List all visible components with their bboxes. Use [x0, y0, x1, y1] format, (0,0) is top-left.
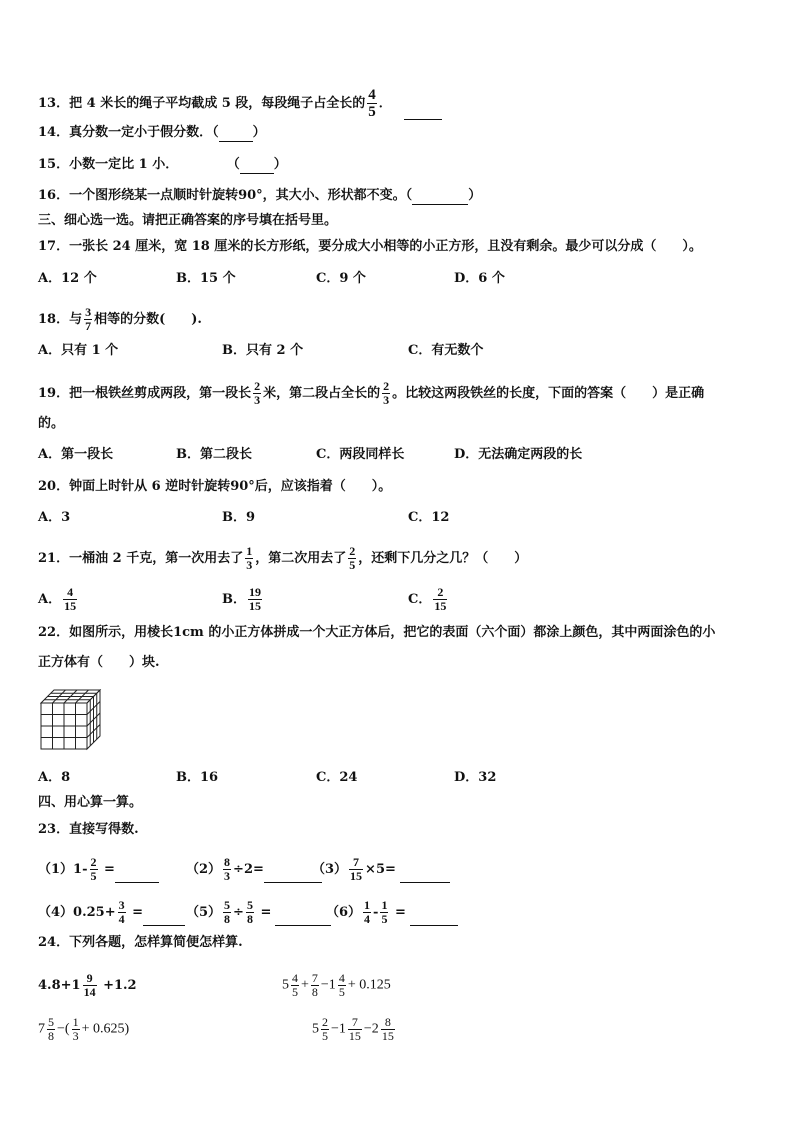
q24-e4-fraction-2 [348, 1016, 362, 1043]
fraction-den: 5 [338, 985, 345, 999]
q24-e3-fraction-1 [47, 1016, 55, 1043]
q22-option-a[interactable]: A．8 [38, 770, 71, 785]
q24-e2-fraction-3 [338, 972, 346, 999]
q17-option-c[interactable]: C．9 个 [316, 271, 366, 286]
fraction-num: 1 [364, 898, 371, 912]
q24-e1-fraction [83, 972, 97, 999]
q23-item-3-post: ×5= [365, 862, 396, 877]
fraction-den: 3 [224, 869, 231, 883]
q19-option-d[interactable]: D．无法确定两段的长 [454, 447, 583, 462]
q17-option-d[interactable]: D．6 个 [454, 271, 505, 286]
q21-fraction-1-num: 1 [246, 544, 253, 558]
q24-e4-op-2: −2 [363, 1021, 379, 1037]
q23-item-5-label: （5） [186, 905, 222, 920]
q15-close: ） [273, 157, 287, 172]
q23-item-3-answer-blank[interactable] [400, 868, 450, 883]
q18-option-a[interactable]: A．只有 1 个 [38, 343, 119, 358]
q24-e4-fraction-3 [381, 1016, 395, 1043]
q24-expression-3 [38, 1016, 129, 1043]
q24-e3-tail: + 0.625) [81, 1021, 130, 1037]
q19-text-continued: 的。 [38, 416, 65, 431]
q21-fraction-2-num: 2 [349, 544, 356, 558]
question-21 [38, 545, 527, 572]
fraction-num: 1 [72, 1015, 79, 1029]
fraction-den: 15 [64, 599, 77, 613]
fraction-num: 7 [348, 1016, 362, 1030]
q23-item-4-answer-blank[interactable] [143, 911, 185, 926]
q21-text-mid: ，第二次用去了 [255, 551, 347, 566]
fraction-num: 2 [90, 855, 97, 869]
q23-item-3-label: （3） [312, 862, 348, 877]
q20-option-b[interactable]: B．9 [222, 510, 256, 525]
q19-option-b[interactable]: B．第二段长 [176, 447, 252, 462]
q21-fraction-2 [348, 545, 356, 572]
q24-e3-fraction-2 [72, 1016, 80, 1043]
q21-option-a-label: A． [38, 592, 62, 607]
fraction-num: 4 [292, 971, 298, 985]
fraction-den: 5 [292, 985, 298, 999]
q18-text-end: 相等的分数( ). [94, 312, 202, 327]
q21-option-b[interactable] [222, 586, 264, 613]
fraction-num: 8 [224, 855, 231, 869]
q15-answer-blank[interactable] [240, 159, 274, 174]
q21-text-end: ，还剩下几分之几？（ ） [358, 551, 528, 566]
q23-item-5-post: = [255, 905, 272, 920]
q21-option-c-label: C． [408, 592, 432, 607]
q18-fraction-den: 7 [85, 319, 92, 333]
fraction-den: 5 [322, 1029, 328, 1043]
question-16 [38, 187, 481, 205]
question-20: 20．钟面上时针从 6 逆时针旋转90°后，应该指着（ ）。 [38, 479, 392, 494]
q24-e4-op-1: −1 [331, 1021, 346, 1037]
fraction-den: 15 [348, 1029, 361, 1043]
fraction-num: 8 [381, 1016, 395, 1030]
fraction-den: 15 [350, 869, 363, 883]
fraction-den: 15 [381, 1029, 394, 1043]
q23-item-1-pre: 1- [73, 862, 88, 877]
q15-open: （ [226, 157, 240, 172]
q21-text: 21．一桶油 2 千克，第一次用去了 [38, 551, 244, 566]
q24-e4-fraction-1 [321, 1016, 329, 1043]
fraction-num: 4 [338, 971, 345, 985]
question-23: 23．直接写得数. [38, 822, 139, 837]
q20-option-c[interactable]: C．12 [408, 510, 450, 525]
q19-text-mid: 米，第二段占全长的 [263, 386, 381, 401]
q19-option-a[interactable]: A．第一段长 [38, 447, 114, 462]
q24-e2-op-1: + [301, 977, 309, 993]
q23-item-1-answer-blank[interactable] [115, 868, 159, 883]
question-19 [38, 380, 704, 407]
q23-item-1-post: = [99, 862, 115, 877]
question-17: 17．一张长 24 厘米，宽 18 厘米的长方形纸，要分成大小相等的小正方形，且没有剩余。最少可以分成（ ）。 [38, 239, 702, 254]
fraction-den: 15 [434, 599, 447, 613]
fraction-num: 19 [249, 585, 261, 599]
q17-option-b[interactable]: B．15 个 [176, 271, 236, 286]
q16-answer-blank[interactable] [412, 190, 468, 205]
q16-text: 16．一个图形绕某一点顺时针旋转90°，其大小、形状都不变。（ [38, 188, 413, 203]
q22-option-c[interactable]: C．24 [316, 770, 358, 785]
q13-fraction-den: 5 [368, 104, 376, 120]
q14-close: ） [252, 125, 266, 140]
q23-item-5 [186, 899, 331, 926]
q23-item-6 [326, 899, 458, 926]
q22-text-continued: 正方体有（ ）块. [38, 655, 160, 670]
fraction-num: 9 [83, 972, 97, 986]
question-15 [38, 156, 287, 174]
q23-item-4-label: （4） [38, 905, 74, 920]
q22-option-d[interactable]: D．32 [454, 770, 497, 785]
q15-text: 15．小数一定比 1 小． [38, 157, 179, 172]
q24-expression-2 [282, 972, 391, 999]
q21-option-b-fraction [248, 586, 262, 613]
q23-item-6-fraction-2 [380, 899, 388, 926]
fraction-den: 3 [72, 1029, 79, 1043]
q23-item-2-label: （2） [186, 862, 222, 877]
q18-fraction [84, 306, 92, 333]
q16-close: ） [468, 188, 482, 203]
q21-fraction-2-den: 5 [349, 558, 356, 572]
q23-item-6-answer-blank[interactable] [410, 911, 458, 926]
q21-fraction-1 [245, 545, 253, 572]
q23-item-6-label: （6） [326, 905, 362, 920]
q14-answer-blank[interactable] [219, 127, 253, 142]
question-14 [38, 124, 266, 142]
q21-fraction-1-den: 3 [246, 558, 253, 572]
q23-item-4 [38, 899, 185, 926]
q22-option-b[interactable]: B．16 [176, 770, 219, 785]
q19-text-end: 。比较这两段铁丝的长度，下面的答案（ ）是正确 [392, 386, 705, 401]
fraction-num: 5 [246, 898, 253, 912]
q21-option-a-fraction [63, 586, 77, 613]
fraction-num: 1 [381, 898, 388, 912]
q23-item-1 [38, 856, 159, 883]
q21-option-c[interactable] [408, 586, 449, 613]
q21-option-b-label: B． [222, 592, 246, 607]
q21-option-a[interactable] [38, 586, 79, 613]
q24-expression-4 [312, 1016, 397, 1043]
fraction-num: 4 [63, 586, 77, 600]
q24-e3-op-1: −( [57, 1021, 70, 1037]
q23-item-3-fraction [349, 856, 363, 883]
fraction-den: 4 [118, 912, 125, 926]
q13-fraction [367, 87, 377, 120]
question-22: 22．如图所示，用棱长1cm 的小正方体拼成一个大正方体后，把它的表面（六个面）都涂上颜色，其中两面涂色的小 [38, 625, 716, 640]
q23-item-4-pre: 0.25+ [73, 905, 116, 920]
q18-fraction-num: 3 [85, 305, 92, 319]
q24-e2-op-2: −1 [320, 977, 336, 993]
q13-text-end: ． [378, 96, 392, 111]
q19-fraction-1 [253, 380, 261, 407]
q18-text: 18．与 [38, 312, 83, 327]
q24-e2-fraction-2 [311, 972, 319, 999]
fraction-num: 7 [311, 971, 318, 985]
fraction-den: 8 [224, 912, 231, 926]
q19-fraction-1-den: 3 [254, 393, 261, 407]
q19-fraction-2-den: 3 [383, 393, 390, 407]
q24-e1-right: +1.2 [98, 978, 137, 993]
q19-fraction-2-num: 2 [383, 379, 390, 393]
q24-e1-left: 4.8+1 [38, 978, 81, 993]
fraction-den: 5 [90, 869, 97, 883]
q23-item-5-fraction-2 [246, 899, 254, 926]
q19-fraction-2 [382, 380, 390, 407]
q21-option-c-fraction [433, 586, 447, 613]
fraction-num: 2 [433, 586, 447, 600]
q14-text: 14．真分数一定小于假分数．（ [38, 125, 219, 140]
fraction-den: 5 [381, 912, 388, 926]
fraction-num: 2 [322, 1015, 328, 1029]
q23-item-5-op: ÷ [233, 905, 244, 920]
q23-item-6-post: = [390, 905, 406, 920]
q23-item-6-op: - [373, 905, 379, 920]
q23-item-3 [312, 856, 450, 883]
q19-option-c[interactable]: C．两段同样长 [316, 447, 405, 462]
fraction-den: 14 [83, 985, 96, 999]
q19-text: 19．把一根铁丝剪成两段，第一段长 [38, 386, 252, 401]
q18-option-b[interactable]: B．只有 2 个 [222, 343, 304, 358]
fraction-num: 5 [224, 898, 231, 912]
q18-option-c[interactable]: C．有无数个 [408, 343, 484, 358]
q23-item-5-answer-blank[interactable] [275, 911, 331, 926]
fraction-den: 4 [364, 912, 371, 926]
fraction-den: 15 [249, 599, 261, 613]
question-13 [38, 87, 442, 120]
q23-item-2-post: ÷2= [233, 862, 264, 877]
q24-e3-whole-1: 7 [38, 1021, 45, 1037]
q23-item-2 [186, 856, 322, 883]
q23-item-1-label: （1） [38, 862, 74, 877]
q24-e2-tail: + 0.125 [347, 977, 391, 993]
q23-item-4-post: = [127, 905, 144, 920]
section-3-heading: 三、细心选一选。请把正确答案的序号填在括号里。 [38, 213, 338, 228]
q17-option-a[interactable]: A．12 个 [38, 271, 97, 286]
q13-fraction-num: 4 [368, 87, 376, 103]
q24-e4-whole-1: 5 [312, 1021, 319, 1037]
cube-figure [40, 689, 102, 751]
q13-answer-blank[interactable] [404, 105, 442, 120]
q19-fraction-1-num: 2 [254, 379, 261, 393]
q24-e2-fraction-1 [291, 972, 299, 999]
fraction-den: 8 [311, 985, 318, 999]
q24-e2-whole-1: 5 [282, 977, 289, 993]
q24-expression-1 [38, 972, 137, 999]
section-4-heading: 四、用心算一算。 [38, 795, 143, 810]
fraction-den: 8 [246, 912, 253, 926]
q23-item-5-fraction-1 [223, 899, 231, 926]
fraction-num: 7 [349, 856, 363, 870]
fraction-num: 3 [118, 898, 125, 912]
question-24: 24．下列各题，怎样算简便怎样算. [38, 935, 243, 950]
q23-item-4-fraction [118, 899, 126, 926]
q13-text: 13．把 4 米长的绳子平均截成 5 段，每段绳子占全长的 [38, 96, 366, 111]
q23-item-2-fraction [223, 856, 231, 883]
fraction-den: 8 [48, 1029, 54, 1043]
q23-item-1-fraction [90, 856, 98, 883]
q23-item-6-fraction-1 [363, 899, 371, 926]
fraction-num: 5 [48, 1015, 54, 1029]
question-18 [38, 306, 202, 333]
q20-option-a[interactable]: A．3 [38, 510, 71, 525]
